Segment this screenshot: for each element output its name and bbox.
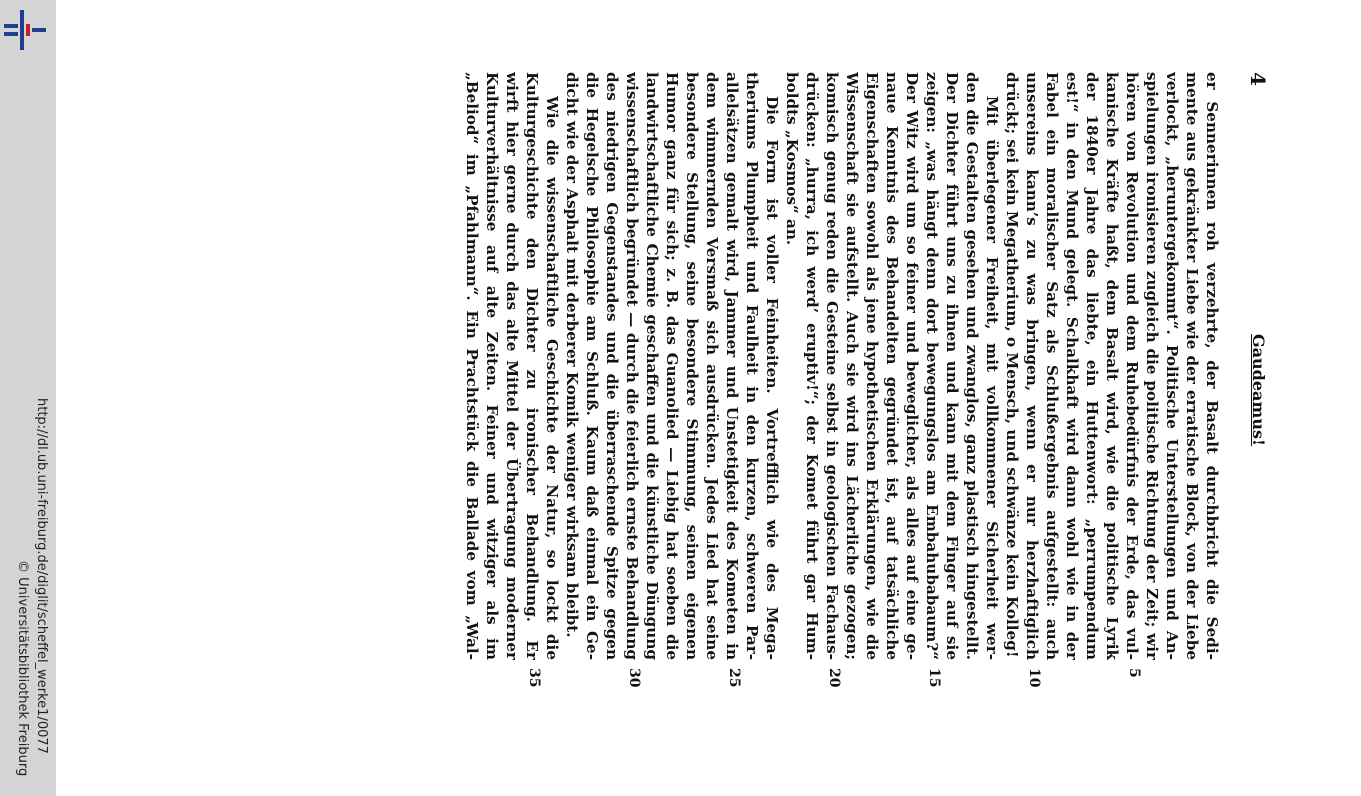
text-line: Eigenschaften sowohl als jene hypothetischen Erklärungen, wie die xyxy=(863,72,881,660)
text-line: Fabel ein moralischer Satz als Schlußergebnis aufgestellt: auch xyxy=(1043,72,1061,660)
page-body xyxy=(462,72,1222,660)
text-line: Mit überlegener Freiheit, mit vollkommener Sicherheit wer- xyxy=(983,96,1001,660)
text-line: Der Dichter führt uns zu ihnen und kann mit dem Finger auf sie xyxy=(943,72,961,660)
text-line: Der Witz wird um so feiner und beweglicher, als alles auf eine ge- xyxy=(903,72,921,660)
text-line: Kulturgeschichte den Dichter zu ironischer Behandlung. Er xyxy=(523,72,541,660)
text-line: die Hegelsche Philosophie am Schluß. Kaum daß einmal ein Ge- xyxy=(583,72,601,660)
text-line: Kulturverhältnisse auf alte Zeiten. Feiner und witziger als im xyxy=(483,72,501,660)
text-line: besondere Stellung, seine besondere Stimmung, seinen eigenen xyxy=(683,72,701,660)
text-line: komisch genug reden die Gesteine selbst in geologischen Fachaus- xyxy=(823,72,841,660)
running-head: Gaudeamus! xyxy=(1249,334,1268,446)
text-line: spielungen ironisieren zugleich die politische Richtung der Zeit; wir xyxy=(1143,72,1161,660)
text-line: er Sennerinnen roh verzehrte, der Basalt durchbricht die Sedi- xyxy=(1203,72,1221,660)
text-line: „Beliod“ im „Pfahlmann“. Ein Prachtstück die Ballade vom „Wal- xyxy=(463,72,481,660)
page-number: 4 xyxy=(1246,72,1270,86)
line-number: 25 xyxy=(726,668,742,688)
text-line: naue Kenntnis des Behandelten gegründet ist, auf tatsächliche xyxy=(883,72,901,660)
text-line: boldts „Kosmos“ an. xyxy=(783,72,801,246)
line-number: 10 xyxy=(1026,668,1042,688)
line-number: 5 xyxy=(1126,668,1142,678)
text-line: Wie die wissenschaftliche Geschichte der Natur, so lockt die xyxy=(543,96,561,660)
text-line: allelsätzen gemalt wird, Jammer und Unstetigkeit des Kometen in xyxy=(723,72,741,660)
text-line: Wissenschaft sie aufstellt. Auch sie wird ins Lächerliche gezogen; xyxy=(843,72,861,660)
text-line: wissenschaftlich begründet — durch die feierlich ernste Behandlung xyxy=(623,72,641,660)
text-line: hören von Revolution und dem Ruhebedürfnis der Erde, das vul- xyxy=(1123,72,1141,660)
text-line: unsereins kann’s zu was bringen, wenn er nur herzhaftiglich xyxy=(1023,72,1041,660)
text-line: mente aus gekränkter Liebe wie der erratische Block, von der Liebe xyxy=(1183,72,1201,660)
text-line: dicht wie der Asphalt mit derberer Komik weniger wirksam bleibt. xyxy=(563,72,581,638)
line-number: 30 xyxy=(626,668,642,688)
text-line: Die Form ist voller Feinheiten. Vortrefflich wie des Mega- xyxy=(763,96,781,660)
text-line: des niedrigen Gegenstandes und die überraschende Spitze gegen xyxy=(603,72,621,660)
text-line: dem wimmernden Versmaß sich ausdrücken. Jedes Lied hat seine xyxy=(703,72,721,660)
viewer-sidebar xyxy=(0,0,56,796)
line-number: 15 xyxy=(926,668,942,688)
text-line: der 1840er Jahre das liebte, ein Huttenwort: „perrumpendum xyxy=(1083,72,1101,660)
ub-freiburg-logo-icon[interactable] xyxy=(4,10,48,50)
text-line: verlockt, „heruntergekommt“. Politische Unterstellungen und An- xyxy=(1163,72,1181,660)
copyright-notice: © Universitätsbibliothek Freiburg xyxy=(15,560,30,777)
line-number: 35 xyxy=(526,668,542,688)
text-line: drückt; sei kein Megatherium, o Mensch, und schwänze kein Kolleg! xyxy=(1003,72,1021,658)
page-header xyxy=(1236,60,1270,720)
text-line: den die Gestalten gesehen und zwanglos, ganz plastisch hingestellt. xyxy=(963,72,981,660)
book-page xyxy=(200,60,1270,720)
text-line: est!“ in den Mund gelegt. Schalkhaft wird dann wohl wie in der xyxy=(1063,72,1081,660)
text-line: theriums Plumpheit und Faulheit in den kurzen, schweren Par- xyxy=(743,72,761,660)
text-line: landwirtschaftliche Chemie geschaffen und die künstliche Düngung xyxy=(643,72,661,660)
text-line: drücken: „hurra, ich werd’ eruptiv!“; der Komet führt gar Hum- xyxy=(803,72,821,660)
document-url[interactable]: http://dl.ub.uni-freiburg.de/diglit/scheffel_werke1/0077 xyxy=(34,398,49,754)
text-line: wirft hier gerne durch das alte Mittel der Übertragung moderner xyxy=(503,72,521,660)
text-line: Humor ganz für sich; z. B. das Guanolied — Liebig hat soeben die xyxy=(663,72,681,660)
line-number: 20 xyxy=(826,668,842,688)
text-line: zeigen: „was hängt denn dort bewegungslos am Embahubabaum?“ xyxy=(923,72,941,660)
text-line: kanische Kräfte haßt, dem Basalt wird, wie die politische Lyrik xyxy=(1103,72,1121,660)
